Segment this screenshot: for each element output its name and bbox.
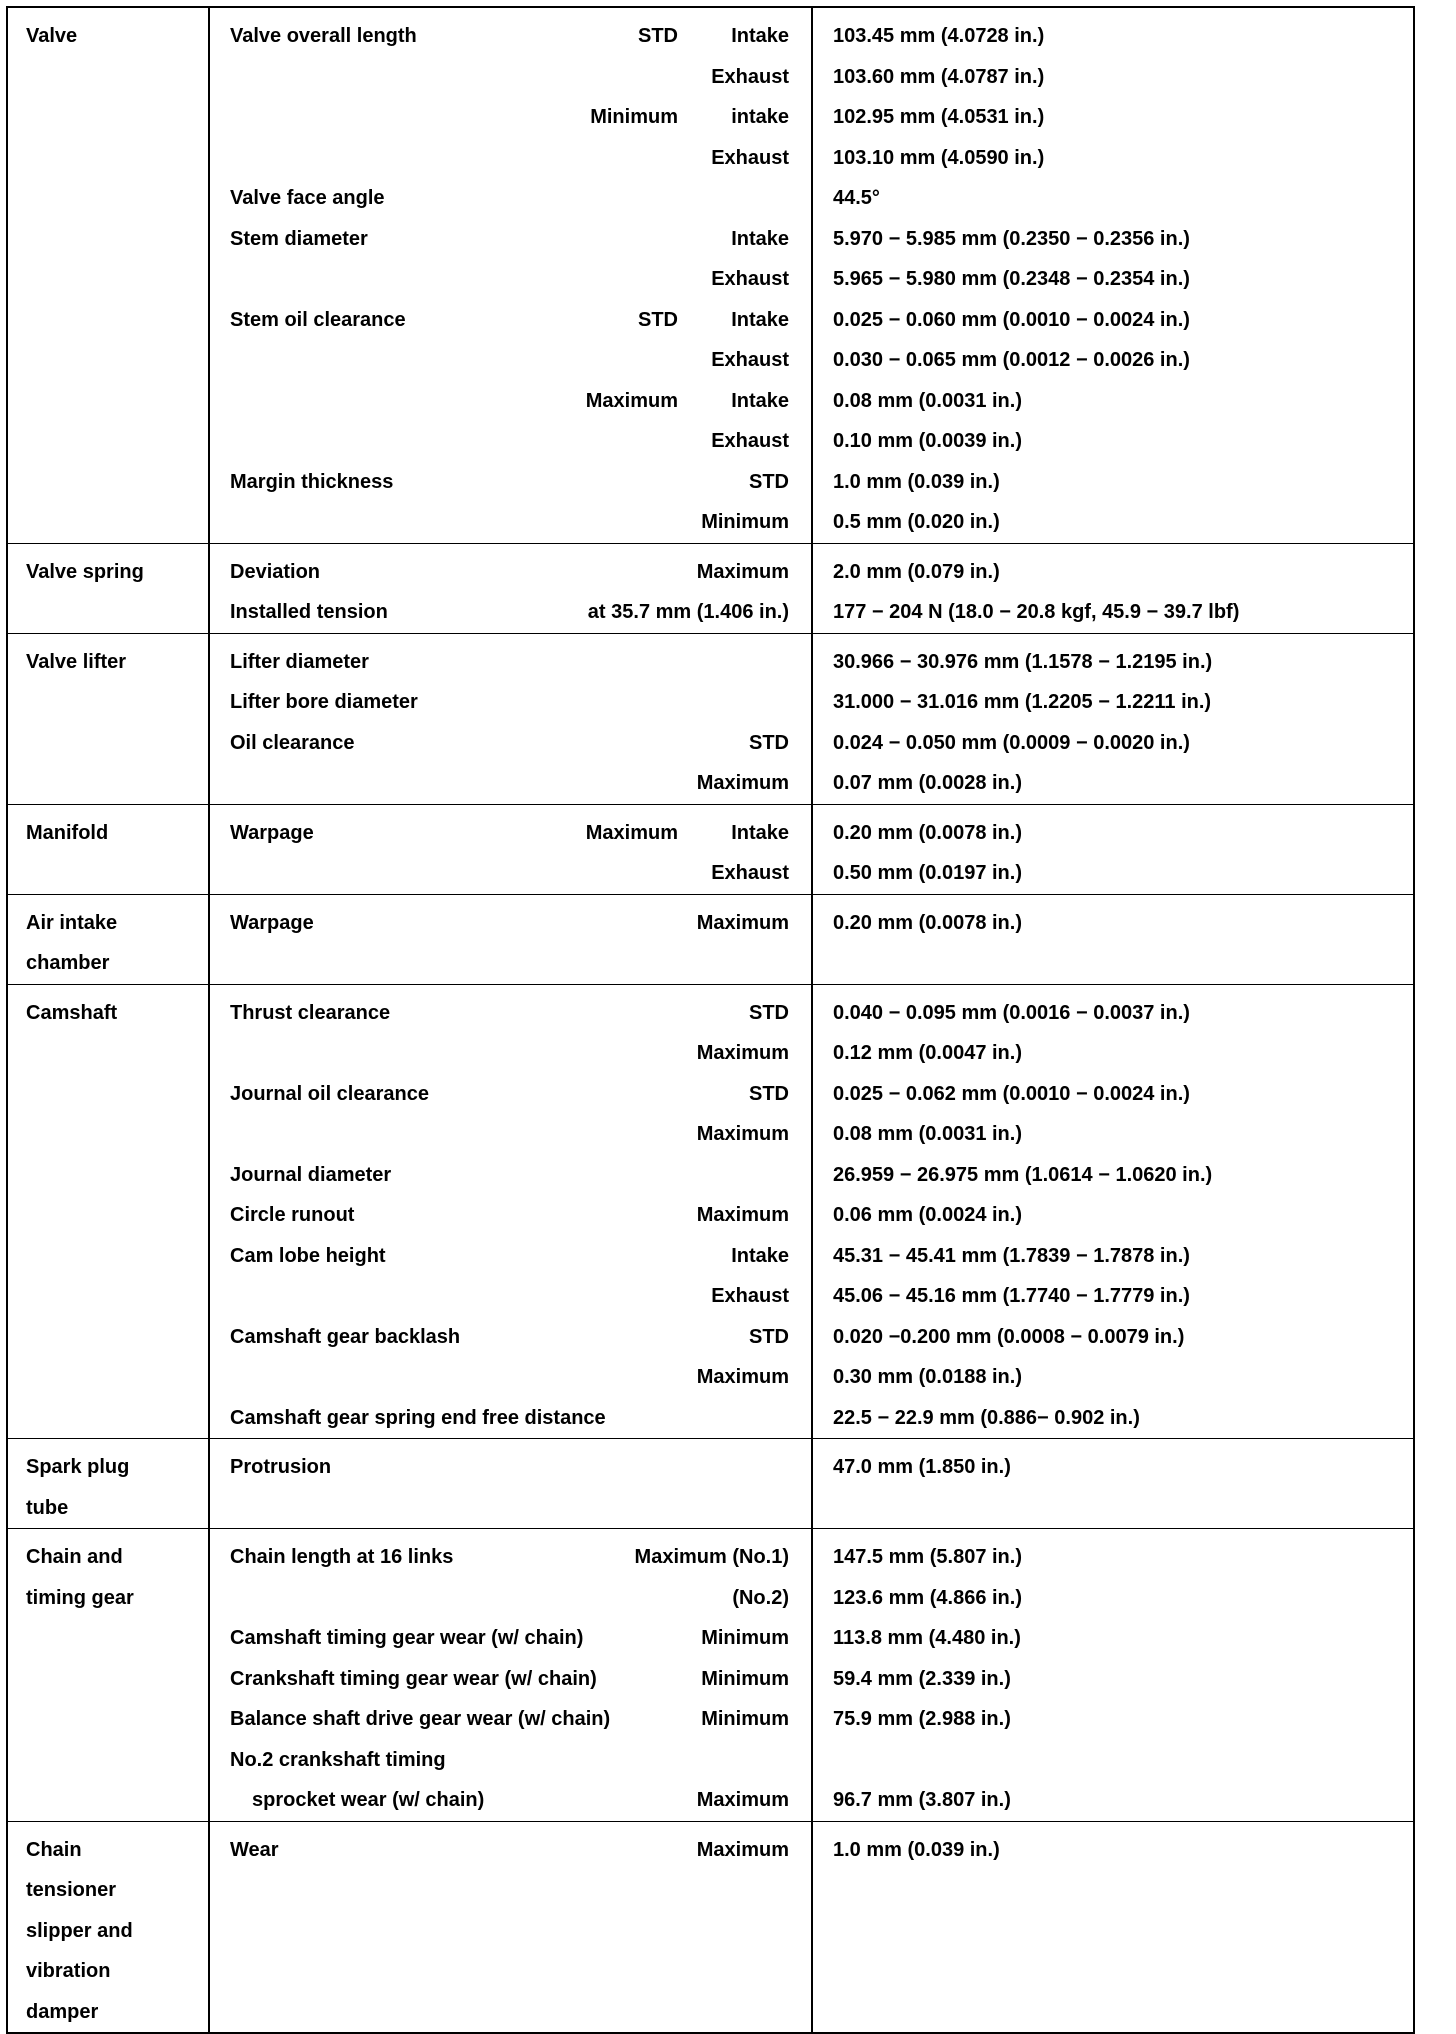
spec-row [210, 300, 811, 341]
item-cell [210, 1529, 813, 1821]
condition-label: Intake [731, 308, 789, 331]
spec-row [210, 1195, 811, 1236]
spec-row [210, 57, 811, 98]
spec-value: 0.025 − 0.060 mm (0.0010 − 0.0024 in.) [833, 308, 1190, 331]
spec-value: 2.0 mm (0.079 in.) [833, 560, 1000, 583]
item-label: Margin thickness [230, 470, 394, 493]
spec-value: 0.024 − 0.050 mm (0.0009 − 0.0020 in.) [833, 731, 1190, 754]
condition-label: STD [749, 1325, 789, 1348]
qualifier-label: Maximum [585, 389, 678, 412]
spec-group [8, 543, 1413, 633]
value-cell [813, 895, 1413, 984]
component-name: Valve spring [26, 560, 144, 583]
condition-label: (No.2) [732, 1586, 789, 1609]
value-cell [813, 634, 1413, 804]
condition-label: Minimum [701, 1708, 789, 1730]
item-cell [210, 985, 813, 1439]
condition-label: Maximum [696, 560, 789, 583]
item-cell [210, 1822, 813, 2033]
spec-row [210, 723, 811, 764]
spec-value: 47.0 mm (1.850 in.) [833, 1456, 1011, 1478]
condition-label: Maximum [696, 911, 789, 934]
spec-row [210, 138, 811, 179]
item-label: Valve face angle [230, 187, 385, 209]
component-cell [8, 1529, 210, 1821]
spec-row [210, 1033, 811, 1074]
condition-label: STD [749, 731, 789, 754]
condition-label: Exhaust [711, 430, 789, 452]
item-label: Thrust clearance [230, 1001, 391, 1024]
condition-label: STD [749, 1082, 789, 1105]
item-label: Crankshaft timing gear wear (w/ chain) [230, 1667, 597, 1690]
value-cell [813, 805, 1413, 894]
condition-label: Maximum (No.1) [634, 1546, 789, 1568]
item-label: Deviation [230, 560, 321, 583]
component-cell [8, 1439, 210, 1528]
spec-value: 0.07 mm (0.0028 in.) [833, 772, 1022, 794]
condition-label: Exhaust [711, 1285, 789, 1307]
spec-row [210, 340, 811, 381]
spec-group [8, 1438, 1413, 1528]
condition-label: Maximum [696, 1366, 789, 1388]
item-label: Valve overall length [230, 25, 417, 47]
spec-row [210, 16, 811, 57]
spec-value: 31.000 − 31.016 mm (1.2205 − 1.2211 in.) [833, 691, 1212, 713]
item-label: Oil clearance [230, 731, 355, 754]
spec-row [210, 1618, 811, 1659]
item-cell [210, 544, 813, 633]
spec-value: 59.4 mm (2.339 in.) [833, 1667, 1011, 1690]
spec-group [8, 633, 1413, 804]
spec-table [6, 6, 1415, 2034]
spec-value: 1.0 mm (0.039 in.) [833, 470, 1000, 493]
condition-label: Exhaust [711, 862, 789, 884]
component-name: chamber [26, 952, 110, 974]
condition-label: Maximum [696, 1042, 789, 1064]
component-cell [8, 634, 210, 804]
spec-row [210, 903, 811, 944]
spec-row [210, 502, 811, 543]
item-label: Warpage [230, 821, 314, 844]
spec-row [210, 1992, 811, 2033]
spec-value: 147.5 mm (5.807 in.) [833, 1546, 1022, 1568]
condition-label: Maximum [696, 1204, 789, 1226]
item-label: Journal diameter [230, 1163, 392, 1186]
item-label: Camshaft timing gear wear (w/ chain) [230, 1627, 584, 1649]
condition-label: STD [749, 470, 789, 493]
spec-row [210, 1488, 811, 1529]
condition-label: Exhaust [711, 349, 789, 371]
item-cell [210, 8, 813, 543]
spec-value: 0.08 mm (0.0031 in.) [833, 1123, 1022, 1145]
component-name: tensioner [26, 1879, 117, 1901]
value-cell [813, 8, 1413, 543]
spec-row [210, 552, 811, 593]
spec-value: 45.06 − 45.16 mm (1.7740 − 1.7779 in.) [833, 1285, 1190, 1307]
spec-row [210, 763, 811, 804]
item-label: Chain length at 16 links [230, 1546, 454, 1568]
spec-row [210, 1659, 811, 1700]
item-label: No.2 crankshaft timing [230, 1748, 446, 1771]
spec-row [210, 1236, 811, 1277]
condition-label: intake [731, 106, 789, 128]
spec-value: 96.7 mm (3.807 in.) [833, 1789, 1011, 1811]
spec-row [210, 1870, 811, 1911]
spec-row [210, 1276, 811, 1317]
spec-value: 75.9 mm (2.988 in.) [833, 1708, 1011, 1730]
spec-value: 5.965 − 5.980 mm (0.2348 − 0.2354 in.) [833, 268, 1190, 290]
item-cell [210, 634, 813, 804]
condition-label: Intake [731, 389, 789, 412]
spec-row [210, 381, 811, 422]
spec-row [210, 1398, 811, 1439]
spec-row [210, 1830, 811, 1871]
item-label: Balance shaft drive gear wear (w/ chain) [230, 1708, 611, 1730]
item-label: Cam lobe height [230, 1244, 386, 1267]
spec-row [210, 682, 811, 723]
spec-row [210, 1537, 811, 1578]
spec-value: 0.20 mm (0.0078 in.) [833, 911, 1022, 934]
condition-label: at 35.7 mm (1.406 in.) [587, 601, 789, 623]
spec-value [813, 1870, 1413, 1911]
spec-value: 22.5 − 22.9 mm (0.886− 0.902 in.) [833, 1406, 1140, 1429]
item-label: Stem oil clearance [230, 308, 406, 331]
spec-value [813, 1992, 1413, 2033]
item-label: Camshaft gear backlash [230, 1325, 461, 1348]
condition-label: Maximum [696, 1789, 789, 1811]
condition-label: Exhaust [711, 268, 789, 290]
item-cell [210, 805, 813, 894]
item-label: Lifter diameter [230, 650, 369, 673]
spec-row [210, 993, 811, 1034]
spec-row [210, 219, 811, 260]
spec-row [210, 421, 811, 462]
spec-value: 0.10 mm (0.0039 in.) [833, 430, 1022, 452]
spec-value: 0.020 −0.200 mm (0.0008 − 0.0079 in.) [833, 1325, 1185, 1348]
spec-row [210, 1951, 811, 1992]
spec-value: 0.12 mm (0.0047 in.) [833, 1042, 1022, 1064]
item-label: Warpage [230, 911, 314, 934]
component-name: vibration [26, 1960, 111, 1982]
spec-value: 5.970 − 5.985 mm (0.2350 − 0.2356 in.) [833, 227, 1190, 250]
spec-row [210, 178, 811, 219]
component-name: Spark plug [26, 1456, 130, 1478]
component-cell [8, 985, 210, 1439]
spec-row [210, 97, 811, 138]
qualifier-label: Minimum [590, 106, 678, 128]
value-cell [813, 1529, 1413, 1821]
component-name: Chain and [26, 1546, 123, 1568]
spec-group [8, 804, 1413, 894]
qualifier-label: STD [638, 308, 678, 331]
component-name: Valve [26, 25, 78, 47]
spec-value [813, 1911, 1413, 1952]
component-name: Chain [26, 1838, 82, 1861]
component-name: Camshaft [26, 1001, 118, 1024]
condition-label: Minimum [701, 1667, 789, 1690]
item-label: Stem diameter [230, 227, 368, 250]
component-name: Valve lifter [26, 650, 127, 673]
condition-label: Maximum [696, 1123, 789, 1145]
value-cell [813, 544, 1413, 633]
component-name: tube [26, 1496, 69, 1519]
condition-label: Intake [731, 227, 789, 250]
spec-value: 45.31 − 45.41 mm (1.7839 − 1.7878 in.) [833, 1244, 1190, 1267]
item-label: sprocket wear (w/ chain) [252, 1789, 485, 1811]
spec-value: 0.5 mm (0.020 in.) [833, 511, 1000, 533]
spec-group [8, 1821, 1413, 2033]
spec-value: 0.30 mm (0.0188 in.) [833, 1366, 1022, 1388]
item-cell [210, 1439, 813, 1528]
spec-value: 177 − 204 N (18.0 − 20.8 kgf, 45.9 − 39.7 lbf) [833, 601, 1240, 623]
spec-value: 44.5° [833, 187, 880, 209]
spec-value: 0.030 − 0.065 mm (0.0012 − 0.0026 in.) [833, 349, 1190, 371]
spec-row [210, 592, 811, 633]
spec-value: 113.8 mm (4.480 in.) [833, 1627, 1021, 1649]
value-cell [813, 1439, 1413, 1528]
spec-value: 26.959 − 26.975 mm (1.0614 − 1.0620 in.) [833, 1163, 1213, 1186]
item-label: Protrusion [230, 1456, 332, 1478]
spec-value: 0.025 − 0.062 mm (0.0010 − 0.0024 in.) [833, 1082, 1190, 1105]
item-label: Wear [230, 1838, 279, 1861]
spec-group [8, 894, 1413, 984]
spec-row [210, 1699, 811, 1740]
spec-group [8, 1528, 1413, 1821]
spec-group [8, 8, 1413, 543]
spec-row [210, 642, 811, 683]
spec-value: 103.10 mm (4.0590 in.) [833, 146, 1045, 169]
value-cell [813, 1822, 1413, 2033]
spec-row [210, 1317, 811, 1358]
spec-row [210, 1114, 811, 1155]
spec-row [210, 813, 811, 854]
item-label: Journal oil clearance [230, 1082, 429, 1105]
spec-value: 1.0 mm (0.039 in.) [833, 1838, 1000, 1861]
component-cell [8, 1822, 210, 2033]
spec-value: 0.08 mm (0.0031 in.) [833, 389, 1022, 412]
spec-row [210, 1074, 811, 1115]
spec-row [210, 462, 811, 503]
item-label: Installed tension [230, 601, 388, 623]
condition-label: Intake [731, 821, 789, 844]
component-name: timing gear [26, 1586, 134, 1609]
spec-row [210, 943, 811, 984]
qualifier-label: Maximum [585, 821, 678, 844]
qualifier-label: STD [638, 25, 678, 47]
spec-value: 102.95 mm (4.0531 in.) [833, 106, 1045, 128]
spec-row [210, 1780, 811, 1821]
condition-label: Intake [731, 1244, 789, 1267]
spec-value [813, 1740, 1413, 1781]
value-cell [813, 985, 1413, 1439]
spec-row [210, 1155, 811, 1196]
spec-value [813, 943, 1413, 984]
component-cell [8, 544, 210, 633]
spec-value: 103.45 mm (4.0728 in.) [833, 25, 1045, 47]
component-name: slipper and [26, 1919, 133, 1942]
condition-label: Maximum [696, 1838, 789, 1861]
condition-label: Exhaust [711, 146, 789, 169]
condition-label: Exhaust [711, 65, 789, 88]
component-name: Manifold [26, 821, 109, 844]
spec-value: 0.06 mm (0.0024 in.) [833, 1204, 1022, 1226]
spec-value: 30.966 − 30.976 mm (1.1578 − 1.2195 in.) [833, 650, 1213, 673]
condition-label: Maximum [696, 772, 789, 794]
component-cell [8, 8, 210, 543]
spec-group [8, 984, 1413, 1439]
item-label: Lifter bore diameter [230, 691, 418, 713]
spec-row [210, 1447, 811, 1488]
item-cell [210, 895, 813, 984]
spec-row [210, 259, 811, 300]
spec-row [210, 1740, 811, 1781]
condition-label: Minimum [701, 511, 789, 533]
spec-value: 0.50 mm (0.0197 in.) [833, 862, 1022, 884]
spec-row [210, 853, 811, 894]
spec-value: 123.6 mm (4.866 in.) [833, 1586, 1022, 1609]
spec-value [813, 1951, 1413, 1992]
item-label: Circle runout [230, 1204, 355, 1226]
spec-row [210, 1911, 811, 1952]
spec-value: 0.040 − 0.095 mm (0.0016 − 0.0037 in.) [833, 1001, 1190, 1024]
spec-value [813, 1488, 1413, 1529]
spec-row [210, 1357, 811, 1398]
component-cell [8, 895, 210, 984]
spec-value: 0.20 mm (0.0078 in.) [833, 821, 1022, 844]
component-name: damper [26, 2000, 99, 2023]
condition-label: Minimum [701, 1627, 789, 1649]
condition-label: Intake [731, 25, 789, 47]
component-cell [8, 805, 210, 894]
item-label: Camshaft gear spring end free distance [230, 1406, 606, 1429]
spec-value: 103.60 mm (4.0787 in.) [833, 65, 1045, 88]
spec-row [210, 1578, 811, 1619]
component-name: Air intake [26, 911, 118, 934]
condition-label: STD [749, 1001, 789, 1024]
